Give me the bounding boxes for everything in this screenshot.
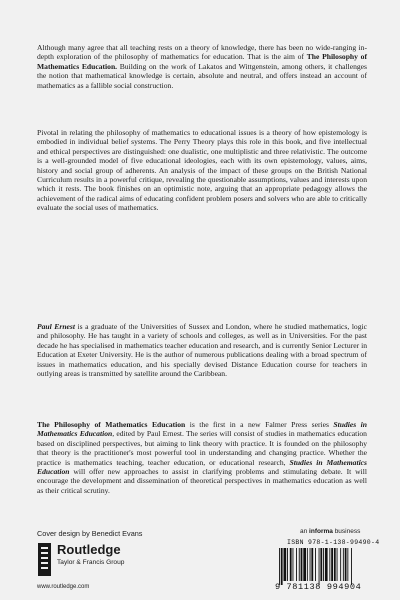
series-text-a: is the first in a new Falmer Press series <box>185 420 334 429</box>
publisher-name: Routledge <box>57 542 121 557</box>
publisher-url: www.routledge.com <box>37 584 90 590</box>
series-text-c: will offer new approaches to assist in clarifying problems and stimulating debate. It will encourage the development and dissemination of theoretical perspectives in mathematics education as well as their critical scrutiny. <box>37 467 367 495</box>
series-book-title: The Philosophy of Mathematics Education <box>37 420 186 429</box>
routledge-logo-icon <box>38 543 51 576</box>
blurb-p2-text: Pivotal in relating the philosophy of mathematics to educational issues is a theory of how epistemology is embodied in individual belief systems. The Perry Theory plays this role in this book, and five intellectual and ethical perspectives are distinguished: one dualistic, one multiplistic and three relativistic. The outcome is a well-grounded model of five educational ideologies, each with its own epistemology, values, aims, history and social group of adherents. An analysis of the impact of these groups on the British National Curriculum results in a powerful critique, revealing the questionable assumptions, values and interests upon which it rests. The book finishes on an optimistic note, arguing that an appropriate pedagogy allows the achievement of the radical aims of educating confident problem posers and solvers who are able to critically evaluate the social uses of mathematics. <box>37 128 367 213</box>
blurb-paragraph-2 <box>37 128 367 213</box>
book-title-bold: The Philosophy of Mathematics Education. <box>37 52 368 71</box>
series-name: Studies in Mathematics Education <box>37 420 367 439</box>
series-text-b: , edited by Paul Ernest. The series will consist of studies in mathematics education based on disciplined perspectives, but aiming to link theory with practice. It is founded on the philosophy that theory is the practitioner's most powerful tool in understanding and changing practice. Whether the practice is mathematics teaching, teacher education, or educational research, <box>37 429 367 467</box>
barcode-number: 9 781138 994904 <box>275 582 362 592</box>
blurb-p1-text-a: Although many agree that all teaching rests on a theory of knowledge, there has been no wide-ranging in-depth exploration of the philosophy of mathematics for education. That is the aim of <box>37 43 367 62</box>
publisher-logo <box>38 543 168 579</box>
cover-design-credit: Cover design by Benedict Evans <box>37 529 143 538</box>
blurb-p1-text-b: Building on the work of Lakatos and Wittgenstein, among others, it challenges the notion that mathematical knowledge is certain, absolute and neutral, and offers instead an account of mathematics as a fallible social construction. <box>37 61 367 90</box>
informa-brand: informa <box>309 528 333 535</box>
blurb-paragraph-1 <box>37 43 367 90</box>
informa-prefix: an <box>300 528 310 535</box>
isbn-text: ISBN 978-1-138-99490-4 <box>287 539 380 546</box>
author-name: Paul Ernest <box>37 322 75 331</box>
author-bio <box>37 322 367 378</box>
series-description <box>37 420 367 495</box>
informa-suffix: business <box>332 528 361 535</box>
series-name-2: Studies in Mathematics Education <box>37 457 368 477</box>
informa-tagline <box>300 528 360 535</box>
barcode-icon <box>277 548 373 585</box>
publisher-group: Taylor & Francis Group <box>57 559 125 566</box>
author-bio-text: is a graduate of the Universities of Sussex and London, where he studied mathematics, logic and philosophy. He has taught in a variety of schools and colleges, as well as in Universities. For the past decade he has specialised in mathematics teacher education and research, and is currently Senior Lecturer in Education at Exeter University. He is the author of numerous publications dealing with a broad spectrum of issues in mathematics education, and his specially devised Distance Education course for teachers in outlying areas is transmitted by satellite around the Caribbean. <box>37 322 367 379</box>
